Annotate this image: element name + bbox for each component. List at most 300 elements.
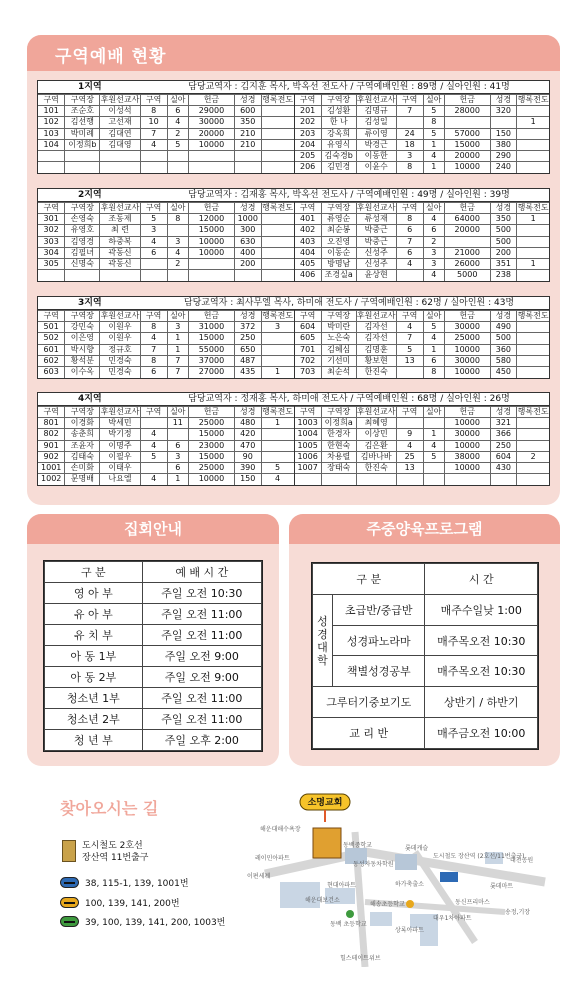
table-cell: 11 [167, 418, 189, 429]
column-header: 후원선교사 [100, 311, 140, 321]
table-cell [167, 150, 189, 161]
programs-header-category: 구 분 [313, 564, 425, 595]
table-cell [140, 418, 167, 429]
region-2 [37, 188, 550, 282]
table-cell: 7 [396, 333, 423, 344]
table-cell: 430 [490, 462, 517, 473]
yellow-bus-icon [60, 897, 79, 908]
table-row [295, 270, 550, 281]
table-cell [261, 355, 293, 366]
table-row [295, 247, 550, 258]
table-cell: 31000 [189, 322, 235, 333]
table-cell: 1000 [234, 214, 261, 225]
table-cell: 390 [234, 462, 261, 473]
column-header: 행록전도 [262, 203, 294, 213]
subway-building-icon [62, 840, 76, 862]
table-cell: 문명배 [65, 474, 100, 485]
meeting-time: 주일 오전 9:00 [142, 667, 261, 688]
table-row [38, 258, 294, 269]
column-header: 행록전도 [262, 95, 294, 105]
directions-title: 찾아오시는 길 [60, 799, 159, 818]
program-time: 상반기 / 하반기 [425, 687, 538, 718]
table-cell: 702 [295, 355, 322, 366]
table-cell: 1 [167, 344, 189, 355]
table-cell [261, 150, 293, 161]
table-cell: 1 [167, 333, 189, 344]
bus-route-2 [60, 896, 180, 909]
table-cell [38, 270, 65, 281]
table-cell: 4 [396, 440, 423, 451]
table-row [295, 236, 550, 247]
table-cell: 10000 [444, 344, 490, 355]
table-row [38, 162, 294, 173]
table-cell: 210 [234, 128, 261, 139]
column-header: 후원선교사 [356, 407, 396, 417]
table-cell: 10 [140, 117, 167, 128]
table-cell [189, 258, 235, 269]
table-row [295, 106, 550, 117]
table-row [38, 150, 294, 161]
table-cell: 5 [140, 214, 167, 225]
table-cell [261, 214, 293, 225]
table-cell: 4 [140, 333, 167, 344]
table-cell: 7 [167, 366, 189, 377]
table-cell: 김태숙 [65, 451, 100, 462]
column-header: 구역장 [65, 407, 100, 418]
table-cell: 30000 [444, 429, 490, 440]
meeting-time: 주일 오전 11:00 [142, 709, 261, 730]
table-cell: 한진숙 [356, 366, 396, 377]
table-cell [517, 462, 549, 473]
table-row [295, 225, 550, 236]
table-cell: 4 [423, 333, 444, 344]
table-cell: 10000 [444, 462, 490, 473]
district-table-header [38, 203, 294, 214]
table-cell: 5 [423, 106, 444, 117]
table-row [38, 418, 294, 429]
table-cell: 류영순 [321, 214, 356, 225]
programs-header-time: 시 간 [425, 564, 538, 595]
table-cell: 902 [38, 451, 65, 462]
table-cell: 27000 [189, 366, 235, 377]
table-cell: 470 [234, 440, 261, 451]
column-header: 행록전도 [262, 407, 294, 417]
table-cell: 435 [234, 366, 261, 377]
table-cell [167, 225, 189, 236]
table-row [295, 258, 550, 269]
table-cell: 최 련 [100, 225, 140, 236]
table-cell: 이동한 [356, 150, 396, 161]
map-label: 상록아파트 [395, 927, 424, 934]
table-cell: 박미란 [321, 322, 356, 333]
table-cell: 신성주 [356, 258, 396, 269]
district-table-header [295, 407, 550, 418]
table-cell: 10000 [189, 247, 235, 258]
table-row [295, 474, 550, 485]
bus-route-1 [60, 876, 189, 889]
region-header [38, 297, 549, 310]
table-cell: 8 [396, 162, 423, 173]
column-header: 헌금 [189, 311, 235, 322]
table-cell: 28000 [444, 106, 490, 117]
programs-row [313, 625, 538, 656]
table-cell [261, 247, 293, 258]
table-cell: 4 [261, 474, 293, 485]
region-right-half [294, 310, 550, 378]
column-header: 행록전도 [262, 311, 294, 321]
region-info: 담당교역자 : 김재홍 목사, 박옥선 전도사 / 구역예배인원 : 49명 / 실아인원 : 39명 [188, 190, 510, 200]
table-cell: 150 [234, 474, 261, 485]
green-bus-icon [60, 916, 79, 927]
table-cell: 한진숙 [356, 462, 396, 473]
column-header: 실아 [167, 95, 189, 106]
column-header: 성경 [490, 95, 517, 106]
column-header: 행록전도 [517, 95, 549, 105]
meeting-time: 주일 오전 11:00 [142, 604, 261, 625]
meetings-row [45, 688, 262, 709]
table-cell: 최순석 [321, 366, 356, 377]
meeting-department: 청소년 1부 [45, 688, 143, 709]
programs-row [313, 594, 538, 625]
column-header: 구역장 [65, 95, 100, 106]
table-cell: 6 [423, 225, 444, 236]
table-cell: 장태숙 [321, 462, 356, 473]
table-cell: 360 [490, 344, 517, 355]
column-header: 구역 [295, 203, 322, 214]
table-cell: 4 [423, 214, 444, 225]
table-cell: 1007 [295, 462, 322, 473]
district-table [295, 94, 550, 173]
table-cell [517, 366, 549, 377]
map-label: 롯데캐슬 [405, 845, 429, 852]
column-header: 실아 [423, 311, 444, 322]
region-left-half [38, 406, 294, 485]
table-cell: 박미례 [65, 128, 100, 139]
table-cell: 10000 [189, 236, 235, 247]
table-cell: 25 [396, 451, 423, 462]
table-cell: 7 [396, 236, 423, 247]
church-building-icon [313, 828, 341, 858]
table-cell: 380 [490, 139, 517, 150]
table-cell: 노은숙 [321, 333, 356, 344]
table-cell: 301 [38, 214, 65, 225]
table-cell [444, 117, 490, 128]
bus-route-label: 38, 115-1, 139, 1001번 [85, 879, 189, 889]
meetings-row [45, 667, 262, 688]
table-cell [517, 236, 549, 247]
table-cell: 250 [234, 333, 261, 344]
table-cell: 1001 [38, 462, 65, 473]
programs-row [313, 718, 538, 749]
column-header: 후원선교사 [356, 203, 396, 213]
column-header: 구역 [140, 95, 167, 106]
table-cell [261, 451, 293, 462]
table-cell [261, 106, 293, 117]
map-label: 해운대보건소 [305, 897, 340, 904]
table-cell [167, 429, 189, 440]
table-cell: 이명주 [100, 440, 140, 451]
table-cell: 402 [295, 225, 322, 236]
table-row [38, 344, 294, 355]
programs-table [311, 562, 539, 750]
table-cell: 5000 [444, 270, 490, 281]
table-cell: 103 [38, 128, 65, 139]
district-table-header [38, 95, 294, 106]
column-header: 성경 [234, 95, 261, 106]
table-cell: 4 [140, 139, 167, 150]
bus-route-label: 100, 139, 141, 200번 [85, 899, 180, 909]
bus-stop-icon [346, 910, 354, 918]
table-cell: 3 [261, 322, 293, 333]
column-header: 구역 [396, 407, 423, 418]
table-row [38, 451, 294, 462]
region-header [38, 81, 549, 94]
table-cell [261, 236, 293, 247]
table-cell [517, 270, 549, 281]
column-header: 실아 [167, 203, 189, 214]
programs-header-row [313, 564, 538, 595]
table-cell: 4 [423, 150, 444, 161]
region-name: 4지역 [78, 394, 102, 404]
map-label: 이편세계 [247, 873, 271, 880]
table-cell [517, 418, 549, 429]
table-cell: 300 [234, 225, 261, 236]
table-cell: 강옥희 [321, 128, 356, 139]
table-cell: 3 [167, 451, 189, 462]
table-cell: 4 [167, 117, 189, 128]
meetings-table [43, 560, 263, 752]
meetings-rows [45, 583, 262, 751]
table-cell [295, 474, 322, 485]
map-label: 동백중학교 [343, 842, 372, 849]
table-row [38, 247, 294, 258]
table-cell: 류이영 [356, 128, 396, 139]
table-cell [517, 355, 549, 366]
table-cell: 9 [396, 429, 423, 440]
table-row [38, 333, 294, 344]
table-row [38, 214, 294, 225]
map-label: 현대아파트 [327, 882, 356, 889]
table-cell [517, 247, 549, 258]
table-cell: 이경화 [65, 418, 100, 429]
table-cell: 김명규 [356, 106, 396, 117]
table-cell: 이수옥 [65, 366, 100, 377]
table-row [295, 440, 550, 451]
table-cell: 박시향 [65, 344, 100, 355]
table-cell: 4 [140, 429, 167, 440]
table-cell: 윤상현 [356, 270, 396, 281]
program-name: 그루터기중보기도 [313, 687, 425, 718]
table-cell: 한경자 [321, 429, 356, 440]
bus-route-3 [60, 915, 225, 928]
table-cell: 1002 [38, 474, 65, 485]
table-cell: 유영호 [65, 225, 100, 236]
meetings-row [45, 625, 262, 646]
region-right-half [294, 202, 550, 281]
table-cell: 8 [167, 214, 189, 225]
bus-stop-icon [406, 900, 414, 908]
table-cell [261, 139, 293, 150]
table-cell: 8 [140, 322, 167, 333]
table-cell: 손영숙 [65, 214, 100, 225]
region-name: 1지역 [78, 82, 102, 92]
table-cell: 곽동신 [100, 258, 140, 269]
table-cell: 10000 [444, 366, 490, 377]
column-header: 후원선교사 [100, 203, 140, 213]
table-cell: 1 [261, 366, 293, 377]
region-right-half [294, 94, 550, 173]
subway-line: 도시철도 2호선 [82, 841, 143, 851]
table-cell: 최혜영 [356, 418, 396, 429]
column-header: 후원선교사 [100, 407, 140, 417]
meetings-header-time: 예 배 시 간 [142, 562, 261, 583]
table-cell: 502 [38, 333, 65, 344]
meeting-time: 주일 오전 11:00 [142, 688, 261, 709]
bus-route-label: 39, 100, 139, 141, 200, 1003번 [85, 918, 226, 928]
table-row [295, 162, 550, 173]
meetings-panel [27, 514, 279, 766]
table-cell: 25000 [444, 333, 490, 344]
table-cell: 150 [490, 128, 517, 139]
table-cell: 박중근 [356, 236, 396, 247]
map-building [395, 854, 417, 870]
table-cell: 200 [234, 258, 261, 269]
column-header: 헌금 [189, 203, 235, 214]
meeting-department: 영 아 부 [45, 583, 143, 604]
table-cell: 10000 [444, 418, 490, 429]
table-cell [444, 236, 490, 247]
table-row [295, 366, 550, 377]
table-cell [140, 462, 167, 473]
table-cell: 26000 [444, 258, 490, 269]
table-cell: 15000 [189, 429, 235, 440]
meeting-department: 청 년 부 [45, 730, 143, 751]
table-cell: 4 [396, 258, 423, 269]
table-cell: 102 [38, 117, 65, 128]
table-cell: 20000 [444, 150, 490, 161]
district-table [38, 94, 294, 173]
table-cell: 25000 [189, 462, 235, 473]
district-table-header [295, 95, 550, 106]
table-cell [423, 474, 444, 485]
region-left-half [38, 202, 294, 281]
region-4 [37, 392, 550, 486]
table-cell: 신성주 [356, 247, 396, 258]
table-cell: 401 [295, 214, 322, 225]
table-cell [356, 474, 396, 485]
table-cell [444, 474, 490, 485]
table-row [295, 429, 550, 440]
table-cell: 55000 [189, 344, 235, 355]
table-cell: 801 [38, 418, 65, 429]
table-cell [261, 225, 293, 236]
column-header: 실아 [167, 311, 189, 322]
programs-row [313, 687, 538, 718]
table-cell: 29000 [189, 106, 235, 117]
map-label: 도시철도 장산역 (2호선/11번출구) [433, 853, 525, 860]
table-cell: 30000 [444, 322, 490, 333]
church-label: 소명교회 [307, 798, 343, 808]
region-3 [37, 296, 550, 379]
table-cell: 12000 [189, 214, 235, 225]
table-row [295, 128, 550, 139]
table-cell: 3 [423, 247, 444, 258]
meeting-department: 청소년 2부 [45, 709, 143, 730]
table-cell [65, 162, 100, 173]
table-row [38, 117, 294, 128]
map-building [370, 912, 392, 926]
table-cell [517, 474, 549, 485]
district-table-header [38, 407, 294, 418]
table-cell [396, 474, 423, 485]
meeting-time: 주일 오전 9:00 [142, 646, 261, 667]
table-cell: 703 [295, 366, 322, 377]
table-cell: 24 [396, 128, 423, 139]
table-cell: 5 [261, 462, 293, 473]
meetings-row [45, 604, 262, 625]
subway-info [82, 840, 148, 864]
region-info: 담당교역자 : 최사무엘 목사, 하미애 전도사 / 구역예배인원 : 62명 / 실아인원 : 43명 [183, 298, 515, 308]
table-cell [517, 128, 549, 139]
table-cell: 6 [167, 440, 189, 451]
table-cell: 405 [295, 258, 322, 269]
meeting-time: 주일 오전 10:30 [142, 583, 261, 604]
table-cell: 7 [167, 355, 189, 366]
table-cell: 방명남 [321, 258, 356, 269]
table-cell [189, 150, 235, 161]
table-cell: 501 [38, 322, 65, 333]
table-cell: 김명훈 [356, 344, 396, 355]
district-table [38, 310, 294, 378]
district-status-panel [27, 35, 560, 505]
table-cell: 203 [295, 128, 322, 139]
table-cell: 이필우 [100, 451, 140, 462]
table-cell: 20000 [444, 225, 490, 236]
table-cell: 90 [234, 451, 261, 462]
table-cell: 580 [490, 355, 517, 366]
column-header: 구역 [38, 311, 65, 322]
column-header: 구역 [396, 95, 423, 106]
table-cell: 한 나 [321, 117, 356, 128]
location-map [245, 792, 555, 967]
meetings-row [45, 583, 262, 604]
map-label: 동백 초등학교 [330, 921, 367, 928]
region-info: 담당교역자 : 김지훈 목사, 박옥선 전도사 / 구역예배인원 : 89명 / 실아인원 : 41명 [188, 82, 510, 92]
table-cell: 유영식 [321, 139, 356, 150]
table-cell: 황보현 [356, 355, 396, 366]
column-header: 구역 [295, 311, 322, 322]
meetings-title: 집회안내 [27, 514, 279, 544]
column-header: 구역 [140, 407, 167, 418]
table-cell [423, 418, 444, 429]
table-row [295, 117, 550, 128]
table-cell [100, 162, 140, 173]
table-cell [396, 366, 423, 377]
table-cell: 603 [38, 366, 65, 377]
table-cell: 450 [490, 366, 517, 377]
table-cell: 고선재 [100, 117, 140, 128]
table-cell: 4 [140, 440, 167, 451]
table-row [38, 225, 294, 236]
table-row [295, 139, 550, 150]
table-cell: 605 [295, 333, 322, 344]
table-cell [490, 117, 517, 128]
district-status-title-bar [27, 35, 560, 71]
table-cell: 15000 [189, 333, 235, 344]
table-cell: 6 [140, 366, 167, 377]
table-cell: 이상민 [356, 429, 396, 440]
table-cell: 김선행 [65, 117, 100, 128]
